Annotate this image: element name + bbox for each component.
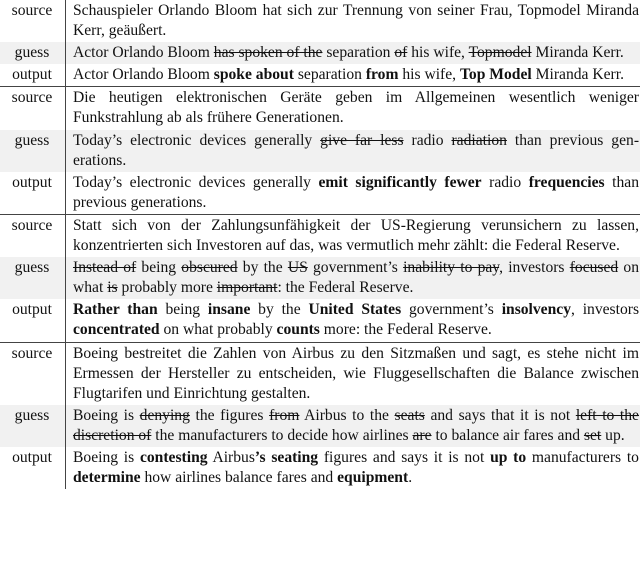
text-segment: to balance air fares and	[431, 426, 584, 444]
deleted-word: give far less	[320, 131, 404, 149]
text-segment: government’s	[307, 259, 404, 277]
text-segment: Actor Orlando Bloom	[73, 66, 214, 84]
row-label-guess: guess	[0, 130, 66, 172]
text-segment: radio	[481, 173, 529, 191]
changed-word: ’s seating	[254, 448, 319, 466]
text-segment: radio	[403, 131, 452, 149]
table-row-output	[0, 299, 640, 342]
output-text	[66, 447, 640, 489]
table-row-output	[0, 172, 640, 215]
deleted-word: inability to pay	[403, 259, 500, 277]
text-segment: his wife,	[407, 44, 469, 62]
table-row-output	[0, 447, 640, 489]
text-segment: Statt sich von der Zahlungsunfähigkeit der US-Regierung verunsichern zu lassen, konzentrierten sich Investoren auf das, was vermutlich mehr zählt: die Federal Reserve.	[73, 216, 639, 255]
guess-text	[66, 405, 640, 447]
text-segment: Actor Orlando Bloom	[73, 44, 214, 62]
deleted-word: from	[269, 406, 300, 424]
table-row-source	[0, 87, 640, 130]
text-segment: being	[136, 259, 182, 277]
text-segment: , investors	[499, 259, 570, 277]
source-text	[66, 87, 640, 130]
text-segment: figures and says it is not	[318, 448, 491, 466]
deleted-word: Instead of	[73, 259, 137, 277]
changed-word: insolvency	[501, 301, 571, 319]
changed-word: equipment	[337, 469, 409, 487]
row-label-source: source	[0, 342, 66, 405]
changed-word: spoke about	[213, 66, 294, 84]
deleted-word: radiation	[451, 131, 507, 149]
changed-word: United States	[308, 301, 402, 319]
table-row-source	[0, 342, 640, 405]
deleted-word: focused	[569, 259, 619, 277]
table-row-source	[0, 214, 640, 257]
changed-word: counts	[276, 321, 320, 339]
text-segment: Boeing is	[73, 448, 140, 466]
row-label-guess: guess	[0, 257, 66, 299]
changed-word: contesting	[139, 448, 208, 466]
table-row-output	[0, 64, 640, 87]
changed-word: from	[365, 66, 399, 84]
text-segment: up.	[601, 426, 625, 444]
text-segment: more: the Federal Reserve.	[319, 321, 492, 339]
changed-word: Rather than	[73, 301, 158, 319]
text-segment: than previous generations.	[73, 131, 640, 169]
deleted-word: left to the discretion of	[73, 406, 639, 444]
text-segment: .	[408, 469, 413, 487]
changed-word: insane	[207, 301, 251, 319]
changed-word: frequencies	[528, 173, 605, 191]
table-row-guess	[0, 405, 640, 447]
output-text	[66, 172, 640, 215]
text-segment: Airbus to the	[299, 406, 395, 424]
text-segment: Today’s electronic devices generally	[73, 131, 321, 149]
deleted-word: Topmodel	[468, 44, 532, 62]
text-segment: by the	[250, 301, 309, 319]
text-segment: Miranda Kerr.	[531, 44, 624, 62]
table-row-guess	[0, 257, 640, 299]
guess-text	[66, 42, 640, 64]
text-segment: , investors	[571, 301, 640, 319]
guess-text	[66, 130, 640, 172]
deleted-word: seats	[394, 406, 425, 424]
text-segment: Die heutigen elektronischen Geräte geben im Allgemeinen wesentlich weniger Funkstrahlung ab als frühere Generationen.	[73, 89, 639, 127]
output-text	[66, 299, 640, 342]
row-label-guess: guess	[0, 42, 66, 64]
table-row-guess	[0, 42, 640, 64]
text-segment: Boeing is	[73, 406, 140, 424]
source-text	[66, 342, 640, 405]
text-segment: separation	[293, 66, 366, 84]
output-text	[66, 64, 640, 87]
text-segment: and says that it is not	[424, 406, 576, 424]
text-segment: Schauspieler Orlando Bloom hat sich zur Trennung von seiner Frau, Topmodel Miranda Kerr, geäußert.	[73, 2, 639, 40]
text-segment: Miranda Kerr.	[531, 66, 624, 84]
deleted-word: important	[216, 279, 278, 297]
text-segment: Airbus	[207, 448, 255, 466]
text-segment: on what probably	[159, 321, 277, 339]
row-label-output: output	[0, 64, 66, 87]
deleted-word: set	[583, 426, 602, 444]
row-label-guess: guess	[0, 405, 66, 447]
deleted-word: denying	[139, 406, 190, 424]
row-label-output: output	[0, 447, 66, 489]
changed-word: concentrated	[73, 321, 160, 339]
deleted-word: is	[107, 279, 118, 297]
changed-word: determine	[73, 469, 141, 487]
changed-word: up to	[490, 448, 527, 466]
text-segment: on what	[73, 259, 639, 297]
changed-word: Top Model	[459, 66, 532, 84]
text-segment: probably more	[117, 279, 217, 297]
text-segment: how airlines balance fares and	[140, 469, 338, 487]
text-segment: the manufacturers to decide how airlines	[151, 426, 413, 444]
text-segment: separation	[322, 44, 395, 62]
table-row-source	[0, 0, 640, 42]
guess-text	[66, 257, 640, 299]
text-segment: by the	[237, 259, 288, 277]
text-segment: : the Federal Reserve.	[277, 279, 414, 297]
deleted-word: are	[412, 426, 432, 444]
row-label-source: source	[0, 0, 66, 42]
deleted-word: US	[287, 259, 308, 277]
source-text	[66, 0, 640, 42]
deleted-word: obscured	[181, 259, 238, 277]
text-segment: the figures	[189, 406, 270, 424]
text-segment: his wife,	[398, 66, 460, 84]
changed-word: emit significantly fewer	[318, 173, 482, 191]
text-segment: government’s	[401, 301, 502, 319]
deleted-word: of	[394, 44, 408, 62]
table-row-guess	[0, 130, 640, 172]
text-segment: being	[157, 301, 208, 319]
source-text	[66, 214, 640, 257]
text-segment: Today’s electronic devices generally	[73, 173, 319, 191]
row-label-output: output	[0, 172, 66, 215]
text-segment: Boeing bestreitet die Zahlen von Airbus zu den Sitzmaßen und sagt, es stehe nicht im Ermessen der Hersteller zu entscheiden, wie Fluggesellschaften die Balance zwischen Flugtarifen und Einrichtung gestalten.	[73, 344, 639, 402]
deleted-word: has spoken of the	[213, 44, 323, 62]
row-label-source: source	[0, 214, 66, 257]
text-segment: than previous generations.	[73, 173, 639, 211]
text-segment: manufacturers to	[526, 448, 639, 466]
row-label-source: source	[0, 87, 66, 130]
row-label-output: output	[0, 299, 66, 342]
